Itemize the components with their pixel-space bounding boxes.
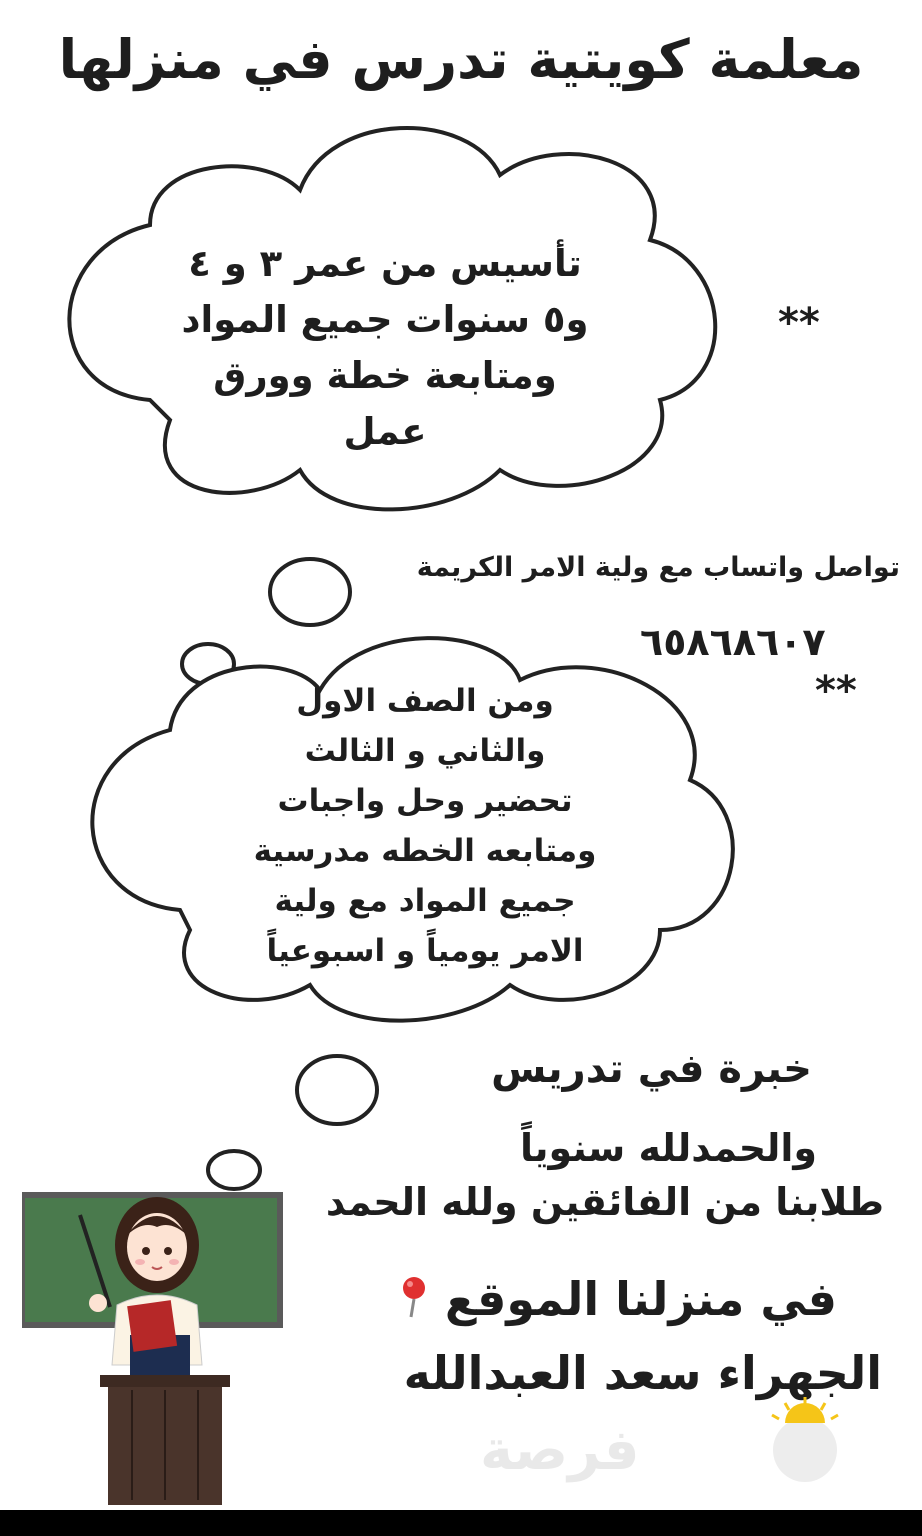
contact-text: تواصل واتساب مع ولية الامر الكريمة — [416, 552, 900, 583]
cloud-2-line: ومتابعه الخطه مدرسية — [253, 833, 597, 869]
cloud-1-text — [150, 236, 620, 460]
red-pushpin-icon — [399, 1275, 429, 1330]
cloud-1-line: ومتابعة خطة وورق — [213, 354, 557, 397]
location-label: في منزلنا الموقع — [444, 1272, 837, 1326]
page-title: معلمة كويتية تدرس في منزلها — [58, 28, 864, 91]
experience-line-3: طلابنا من الفائقين ولله الحمد — [325, 1180, 884, 1224]
brand-watermark: فرصة — [480, 1418, 640, 1483]
bubble-1 — [270, 559, 350, 625]
phone-number[interactable]: ٦٥٨٦٨٦٠٧ — [640, 620, 826, 664]
teacher-illustration — [22, 1175, 292, 1509]
sun-logo-icon — [760, 1395, 850, 1489]
cloud-2-line: ومن الصف الاول — [296, 683, 554, 719]
cloud-2-text — [225, 676, 625, 976]
stars-marker-1: ** — [778, 300, 820, 346]
cloud-1-line: تأسيس من عمر ٣ و ٤ — [188, 242, 582, 285]
cloud-1-line: و٥ سنوات جميع المواد — [181, 298, 589, 341]
experience-heading: خبرة في تدريس — [491, 1046, 812, 1092]
cloud-2-line: الامر يومياً و اسبوعياً — [266, 933, 584, 969]
location-line-1 — [399, 1272, 837, 1330]
cloud-1-line: عمل — [343, 410, 427, 453]
location-address: الجهراء سعد العبدالله — [403, 1346, 882, 1400]
cloud-2-line: والثاني و الثالث — [304, 733, 546, 769]
cloud-2-line: جميع المواد مع ولية — [274, 883, 576, 919]
bubble-3 — [297, 1056, 377, 1124]
stars-marker-2: ** — [815, 668, 857, 714]
experience-line-2: والحمدلله سنوياً — [519, 1126, 817, 1170]
cloud-2-line: تحضير وحل واجبات — [277, 783, 573, 819]
